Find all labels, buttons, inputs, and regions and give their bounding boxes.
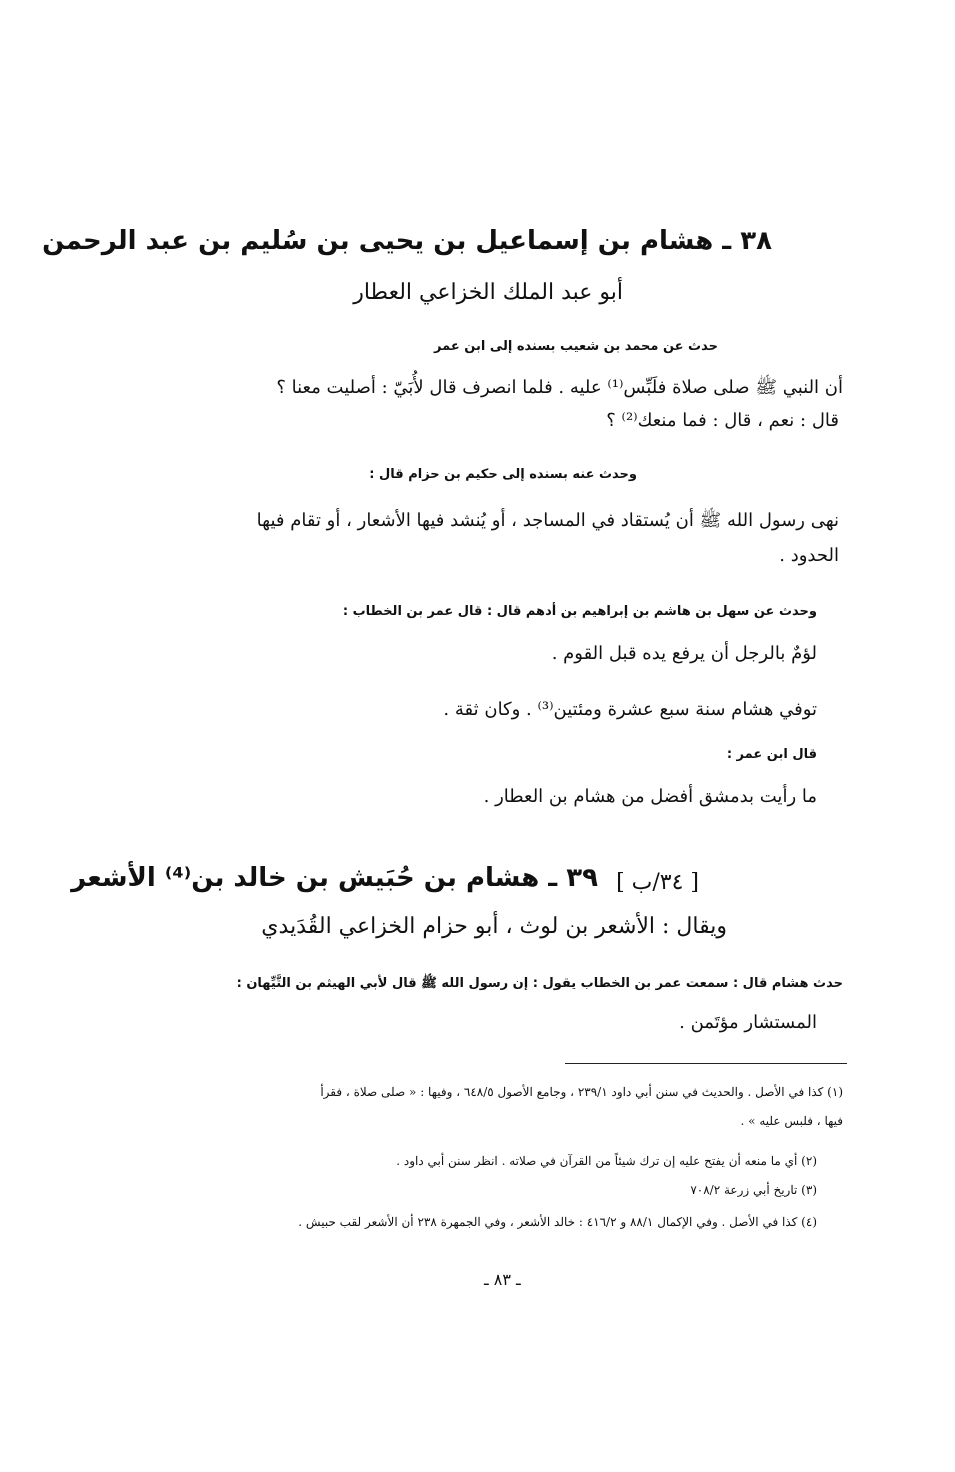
entry-38-chain-2: وحدث عنه بسنده إلى حكيم بن حزام قال :	[369, 467, 637, 482]
entry-38-subheading: أبو عبد الملك الخزاعي العطار	[353, 280, 623, 305]
page-number: ـ ٨٣ ـ	[484, 1270, 521, 1289]
entry-38-chain-1: حدث عن محمد بن شعيب بسنده إلى ابن عمر	[434, 339, 718, 354]
entry-38-quote-4: ما رأيت بدمشق أفضل من هشام بن العطار .	[483, 786, 817, 807]
footnote-1-line-1: (١) كذا في الأصل . والحديث في سنن أبي داود ٢٣٩/١ ، وجامع الأصول ٦٤٨/٥ ، وفيها : « صلى صلاة ، فقرأ	[320, 1085, 843, 1099]
entry-38-chain-4: قال ابن عمر :	[726, 747, 817, 762]
footnote-separator	[565, 1063, 847, 1064]
footnote-3: (٣) تاريخ أبي زرعة ٧٠٨/٢	[690, 1183, 817, 1197]
entry-38-chain-3: وحدث عن سهل بن هاشم بن إبراهيم بن أدهم قال : قال عمر بن الخطاب :	[342, 604, 817, 619]
entry-38-hadith-2-line-2: الحدود .	[779, 545, 839, 566]
entry-38-hadith-1-line-1: أن النبي ﷺ صلى صلاة فلَبِّس⁽¹⁾ عليه . فلما انصرف قال لأُبَيّ : أصليت معنا ؟	[276, 377, 843, 398]
footnote-4: (٤) كذا في الأصل . وفي الإكمال ٨٨/١ و ٤١٦/٢ : خالد الأشعر ، وفي الجمهرة ٢٣٨ أن الأشعر لقب حبيش .	[298, 1215, 817, 1229]
entry-39-folio-marker: [ ٣٤/ب ]	[616, 870, 699, 895]
footnote-2: (٢) أي ما منعه أن يفتح عليه إن ترك شيئاً من القرآن في صلاته . انظر سنن أبي داود .	[396, 1154, 817, 1168]
entry-39-chain: حدث هشام قال : سمعت عمر بن الخطاب يقول : إن رسول الله ﷺ قال لأبي الهيثم بن التَّيِّهان :	[236, 976, 843, 991]
entry-38-quote-3: لؤمٌ بالرجل أن يرفع يده قبل القوم .	[551, 643, 817, 664]
entry-38-hadith-1-line-2: قال : نعم ، قال : فما منعك⁽²⁾ ؟	[606, 410, 839, 431]
entry-38-hadith-2-line-1: نهى رسول الله ﷺ أن يُستقاد في المساجد ، أو يُنشد فيها الأشعار ، أو تقام فيها	[256, 510, 839, 531]
entry-38-death-note: توفي هشام سنة سبع عشرة ومئتين⁽³⁾ . وكان ثقة .	[443, 699, 817, 720]
entry-39-subheading: ويقال : الأشعر بن لوث ، أبو حزام الخزاعي القُدَيدي	[261, 914, 727, 939]
entry-39-quote: المستشار مؤتَمن .	[679, 1012, 817, 1033]
entry-38-heading: ٣٨ ـ هشام بن إسماعيل بن يحيى بن سُليم بن عبد الرحمن	[42, 226, 772, 256]
footnote-1-line-2: فيها ، فلبس عليه » .	[740, 1114, 843, 1128]
entry-39-heading: ٣٩ ـ هشام بن حُبَيش بن خالد بن⁽⁴⁾ الأشعر	[71, 863, 598, 893]
